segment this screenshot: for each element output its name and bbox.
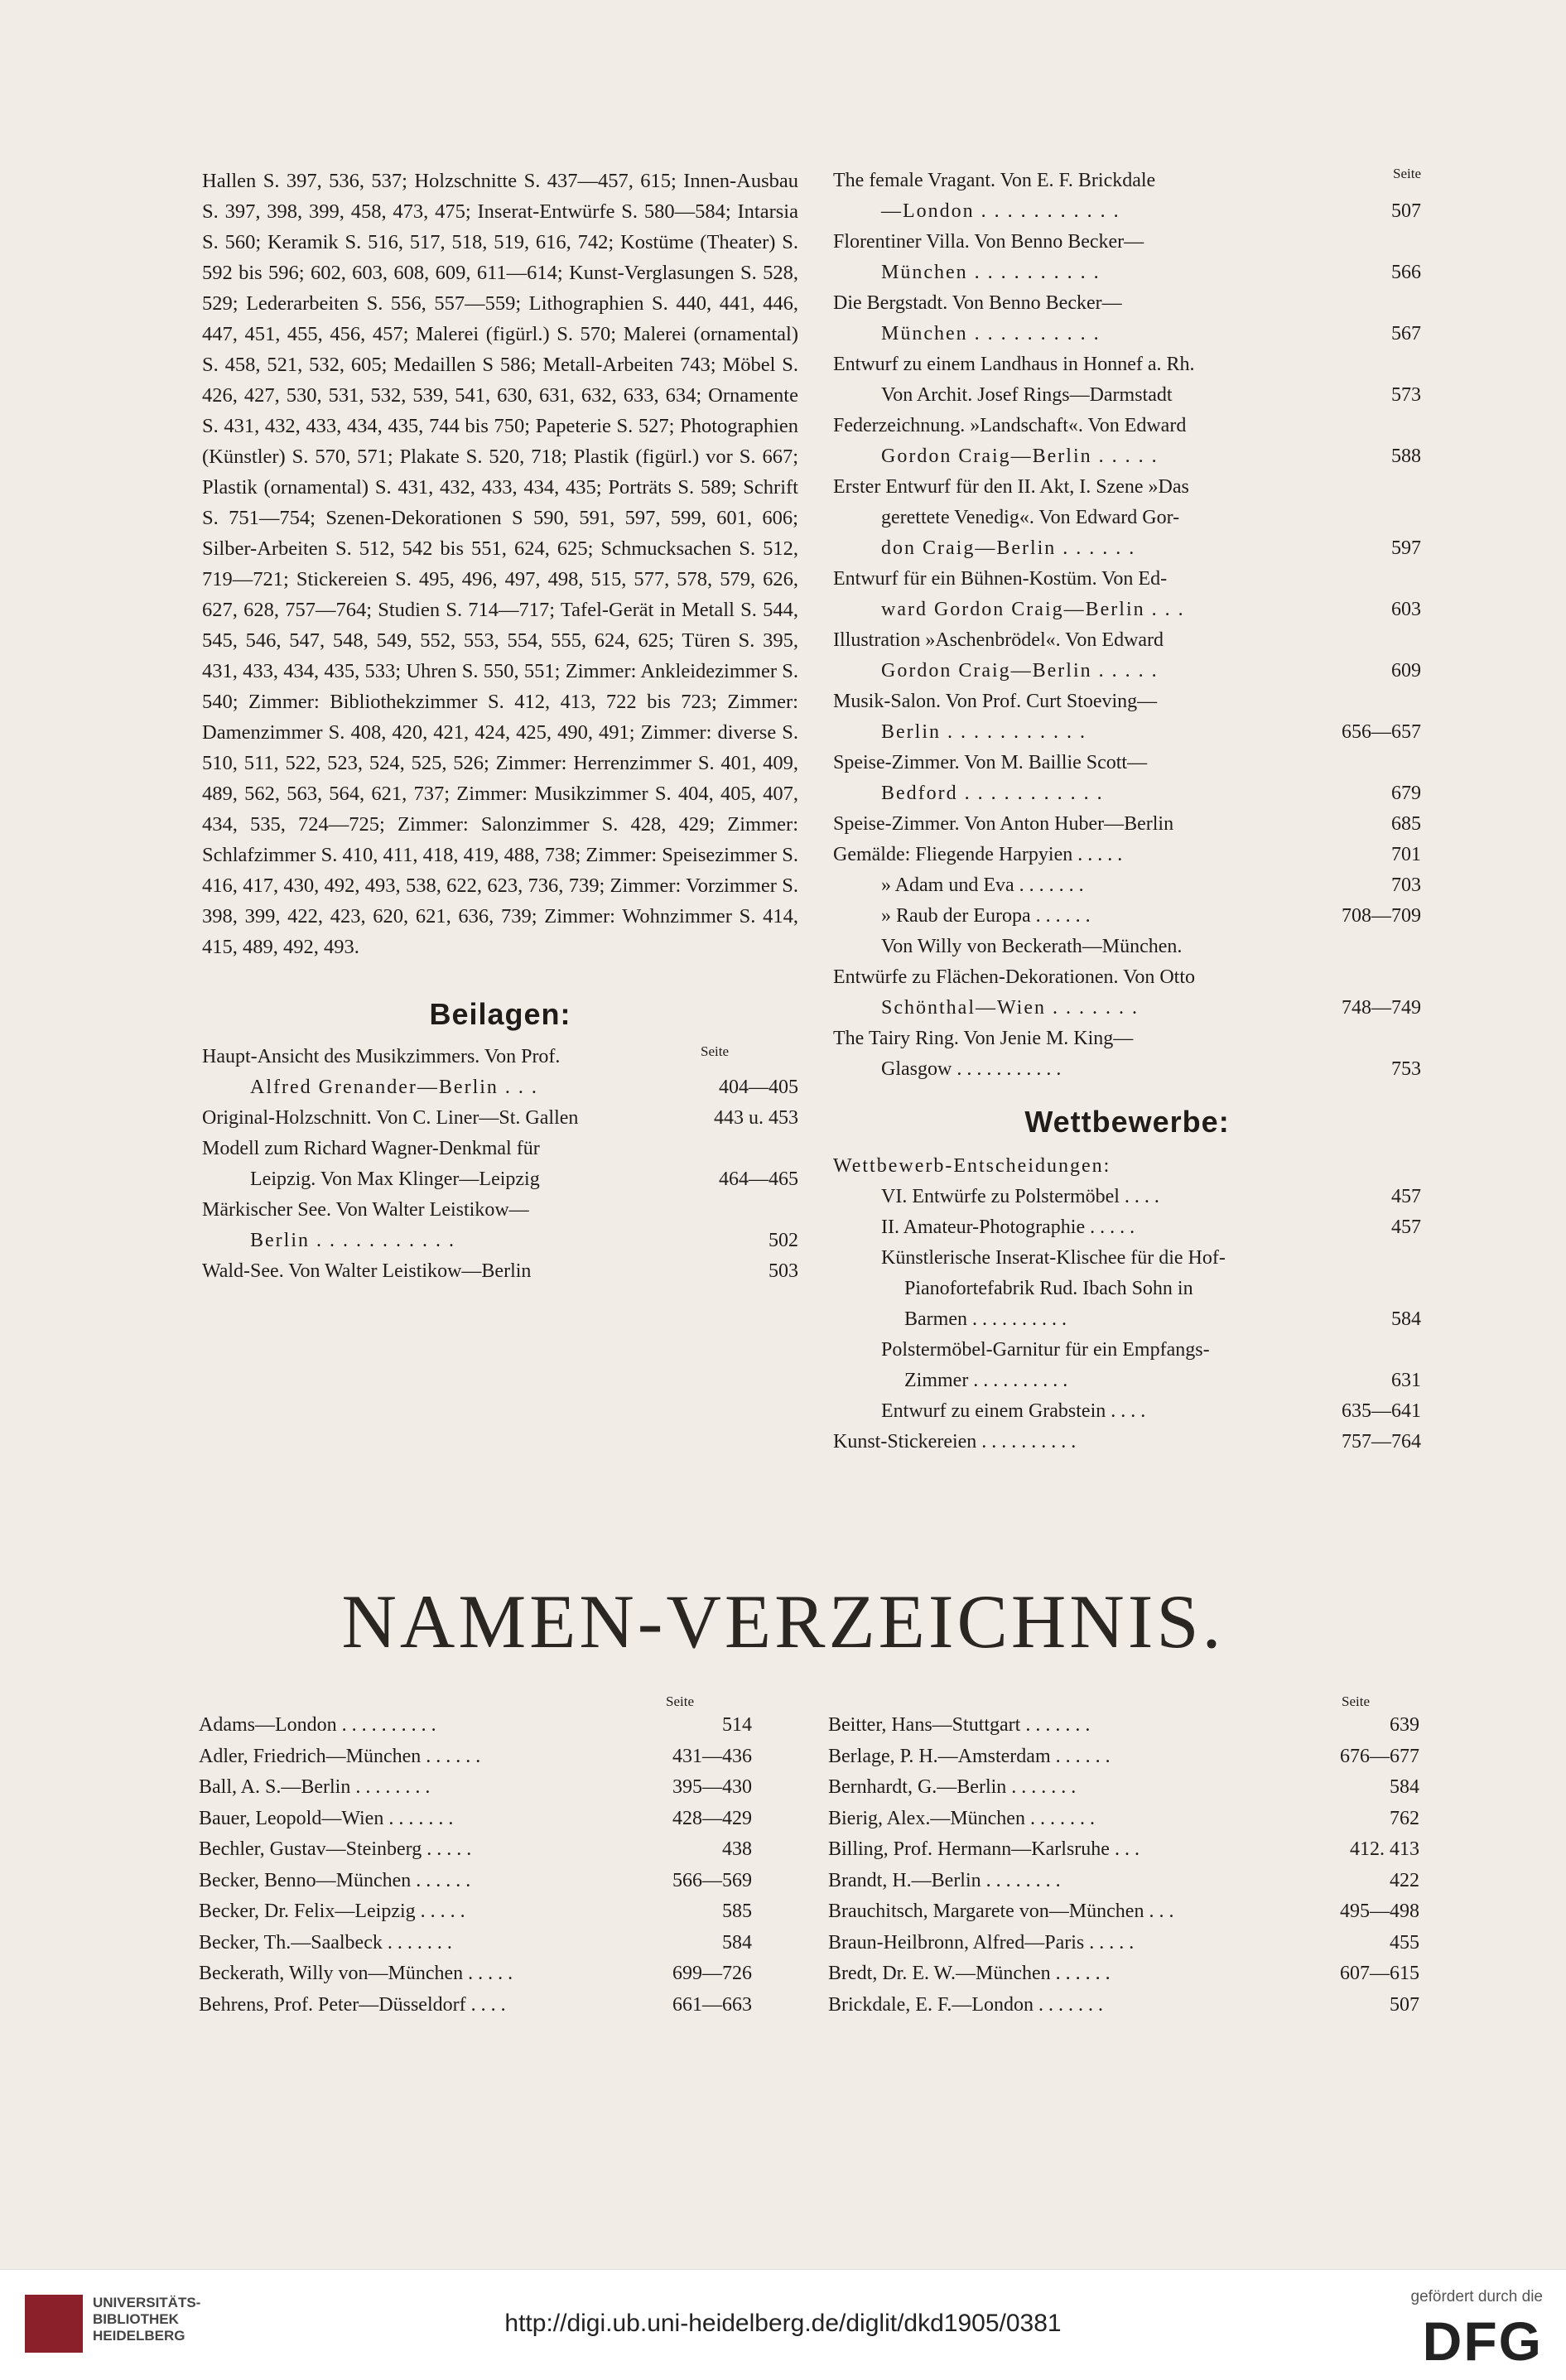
list-item: Beitter, Hans—Stuttgart . . . . . . . 639 [828,1714,1419,1736]
left-column [202,166,798,1287]
list-item: Becker, Dr. Felix—Leipzig . . . . . 585 [199,1901,752,1922]
seite-label: Seite [1393,166,1421,181]
list-item: Alfred Grenander—Berlin . . . 404—405 [250,1077,798,1098]
namen-verzeichnis-title: NAMEN-VERZEICHNIS. [341,1579,1225,1664]
wettbewerbe-heading: Wettbewerbe: [1024,1105,1230,1139]
beilagen-list [202,1042,798,1287]
list-item: Ball, A. S.—Berlin . . . . . . . . 395—430 [199,1776,752,1798]
subject-index-paragraph: Hallen S. 397, 536, 537; Holzschnitte S. 437—457, 615; Innen-Ausbau S. 397, 398, 399, 458, 473, 475; Inserat-Entwürfe S. 580—584; Intarsia S. 560; Keramik S. 516, 517, 518, 519, 616, 742; Kostüme (Theater) S. 592 bis 596; 602, 603, 608, 609, 611—614; Kunst-Verglasungen S. 528, 529; Lederarbeiten S. 556, 557—559; Lithographien S. 440, 441, 446, 447, 451, 455, 456, 457; Malerei (figürl.) S. 570; Malerei (ornamental) S. 458, 521, 532, 605; Medaillen S 586; Metall-Arbeiten 743; Möbel S. 426, 427, 530, 531, 532, 539, 541, 630, 631, 632, 633, 634; Ornamente S. 431, 432, 433, 434, 435, 744 bis 750; Papeterie S. 527; Photographien (Künstler) S. 570, 571; Plakate S. 520, 718; Plastik (figürl.) vor S. 667; Plastik (ornamental) S. 431, 432, 433, 434, 435; Porträts S. 589; Schrift S. 751—754; Szenen-Dekorationen S 590, 591, 597, 599, 601, 606; Silber-Arbeiten S. 512, 542 bis 551, 624, 625; Schmucksachen S. 512, 719—721; Stickereien S. 495, 496, 497, 498, 515, 577, 578, 579, 626, 627, 628, 757—764; Studien S. 714—717; Tafel-Gerät in Metall S. 544, 545, 546, 547, 548, 549, 552, 553, 554, 555, 624, 625; Türen S. 395, 431, 433, 434, 435, 533; Uhren S. 550, 551; Zimmer: Ankleidezimmer S. 540; Zimmer: Bibliothekzimmer S. 412, 413, 722 bis 723; Zimmer: Damenzimmer S. 408, 420, 421, 424, 425, 490, 491; Zimmer: diverse S. 510, 511, 522, 523, 524, 525, 526; Zimmer: Herrenzimmer S. 401, 409, 489, 562, 563, 564, 621, 737; Zimmer: Musikzimmer S. 404, 405, 407, 434, 535, 724—725; Zimmer: Salonzimmer S. 428, 429; Zimmer: Schlafzimmer S. 410, 411, 418, 419, 488, 738; Zimmer: Speisezimmer S. 416, 417, 430, 492, 493, 538, 622, 623, 736, 739; Zimmer: Vorzimmer S. 398, 399, 422, 423, 620, 621, 636, 739; Zimmer: Wohnzimmer S. 414, 415, 489, 492, 493. [202,170,798,958]
list-item: Brandt, H.—Berlin . . . . . . . . 422 [828,1869,1419,1891]
list-item: Billing, Prof. Hermann—Karlsruhe . . . 412. 413 [828,1838,1419,1860]
wettbewerbe-subheading: Wettbewerb-Entscheidungen: [833,1155,1111,1177]
list-item: Brauchitsch, Margarete von—München . . . 495—498 [828,1901,1419,1922]
list-item: Bauer, Leopold—Wien . . . . . . . 428—429 [199,1807,752,1829]
list-item: Haupt-Ansicht des Musikzimmers. Von Prof. [202,1046,561,1067]
university-name: UNIVERSITÄTS- BIBLIOTHEK HEIDELBERG [93,2295,201,2344]
list-item: Becker, Th.—Saalbeck . . . . . . . 584 [199,1931,752,1954]
list-item: Braun-Heilbronn, Alfred—Paris . . . . . 455 [828,1931,1419,1954]
list-item: Berlin . . . . . . . . . . . 502 [250,1230,798,1251]
funded-by-label: gefördert durch die [1410,2288,1543,2305]
wettbewerbe-list: VI. Entwürfe zu Polstermöbel . . . . 457 II. Amateur-Photographie . . . . . 457 Künstlerische Inserat-Klischee für die Hof- Pianofortefabrik Rud. Ibach Sohn in Barmen . . . . . . . . . . 584 Polstermöbel-Garnitur für ein Empfangs- Zimmer . . . . . . . . . . 631 Entwurf zu einem Grabstein . . . . 635—641 Kunst-Stickereien . . . . . . . . . . 757—764 [833,1186,1421,1453]
beilagen-heading: Beilagen: [429,997,571,1031]
footer-bar [0,2269,1566,2380]
seite-label: Seite [1342,1693,1370,1709]
right-column [833,166,1421,1457]
list-item: Adler, Friedrich—München . . . . . . 431—436 [199,1745,752,1767]
list-item: Bierig, Alex.—München . . . . . . . 762 [828,1807,1419,1829]
list-item: Behrens, Prof. Peter—Düsseldorf . . . . 661—663 [199,1993,752,2016]
list-item: Becker, Benno—München . . . . . . 566—569 [199,1869,752,1891]
list-item: Märkischer See. Von Walter Leistikow— [202,1199,529,1221]
list-item: Bechler, Gustav—Steinberg . . . . . 438 [199,1838,752,1860]
seite-label: Seite [666,1693,694,1709]
names-left-column [199,1693,752,2021]
list-item: Wald-See. Von Walter Leistikow—Berlin 503 [202,1260,798,1282]
list-item: Leipzig. Von Max Klinger—Leipzig 464—465 [250,1168,798,1190]
seite-label: Seite [701,1043,729,1059]
list-item: Berlage, P. H.—Amsterdam . . . . . . 676—677 [828,1745,1419,1767]
list-item: Bernhardt, G.—Berlin . . . . . . . 584 [828,1776,1419,1798]
names-right-column [828,1693,1419,2021]
list-item: Modell zum Richard Wagner-Denkmal für [202,1138,540,1159]
list-item: Adams—London . . . . . . . . . . 514 [199,1714,752,1736]
list-item: Beckerath, Willy von—München . . . . . 699—726 [199,1963,752,1984]
list-item: Bredt, Dr. E. W.—München . . . . . . 607—615 [828,1963,1419,1984]
list-item: Original-Holzschnitt. Von C. Liner—St. Gallen 443 u. 453 [202,1107,798,1129]
permalink-url[interactable]: http://digi.ub.uni-heidelberg.de/diglit/dkd1905/0381 [504,2310,1062,2337]
illustrations-list: The female Vragant. Von E. F. Brickdale —London . . . . . . . . . . . 507 Florentiner Villa. Von Benno Becker— München . . . . . . . . . . 566 Die Bergstadt. Von Benno Becker— München . . . . . . . . . . 567 Entwurf zu einem Landhaus in Honnef a. Rh. Von Archit. Josef Rings—Darmstadt 573 Federzeichnung. »Landschaft«. Von Edward Gordon Craig—Berlin . . . . . 588 Erster Entwurf für den II. Akt, I. Szene »Das gerettete Venedig«. Von Edward Gor- don Craig—Berlin . . . . . . 597 Entwurf für ein Bühnen-Kostüm. Von Ed- ward Gordon Craig—Berlin . . . 603 Illustration »Aschenbrödel«. Von Edward Gordon Craig—Berlin . . . . . 609 Musik-Salon. Von Prof. Curt Stoeving— Berlin . . . . . . . . . . . 656—657 Speise-Zimmer. Von M. Baillie Scott— Bedford . . . . . . . . . . . 679 Speise-Zimmer. Von Anton Huber—Berlin 685 Gemälde: Fliegende Harpyien . . . . . 701 » Adam und Eva . . . . . . . 703 » Raub der Europa . . . . . . 708—709 Von Willy von Beckerath—München. Entwürfe zu Flächen-Dekorationen. Von Otto Schönthal—Wien . . . . . . . 748—749 The Tairy Ring. Von Jenie M. King— Glasgow . . . . . . . . . . . 753 [833,170,1421,1080]
list-item: Brickdale, E. F.—London . . . . . . . 507 [828,1993,1419,2016]
dfg-logo: DFG [1422,2310,1543,2372]
